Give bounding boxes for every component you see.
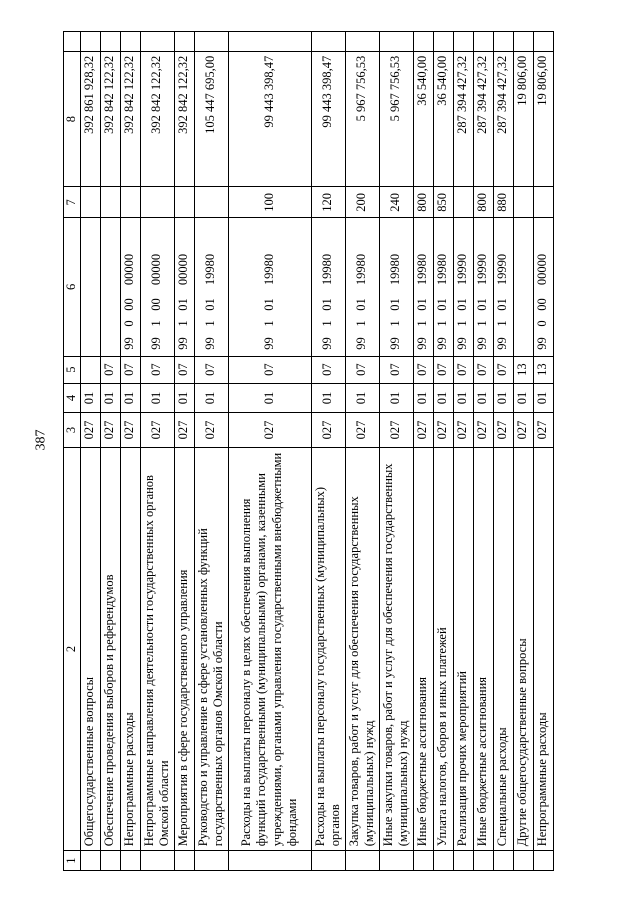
section-code-cell: 01 [194,383,228,413]
subsection-code-cell: 07 [194,356,228,383]
amount-cell: 99 443 398,47 [228,51,311,187]
subsection-code-cell: 07 [433,356,453,383]
ministry-code-cell: 027 [473,413,493,448]
target-article-cell [473,218,493,356]
target-article-parts [475,218,491,355]
target-article-part: 01 [475,298,490,311]
amount-cell: 99 443 398,47 [311,51,345,187]
row-name-cell: Специальные расходы [493,447,513,850]
section-code-cell: 01 [228,383,311,413]
target-article-parts [203,218,219,355]
row-name-cell: Непрограммные расходы [120,447,140,850]
target-article-cell [140,218,174,356]
ministry-code-cell: 027 [413,413,433,448]
target-article-part: 99 [320,337,335,350]
trailing-empty-cell [533,32,553,52]
target-article-part: 01 [176,298,191,311]
amount-cell: 392 842 122,32 [100,51,120,187]
target-article-part: 00 [122,298,137,311]
target-article-cell [413,218,433,356]
trailing-empty-cell [379,32,413,52]
table-row [120,32,140,871]
target-article-cell [120,218,140,356]
table-body [80,32,553,871]
target-article-parts [495,218,511,355]
target-article-part: 99 [122,337,137,350]
header-cell: 5 [64,356,81,383]
target-article-part: 00000 [149,253,164,286]
ministry-code-cell: 027 [453,413,473,448]
target-article-part: 00 [149,298,164,311]
target-article-part: 1 [149,320,164,327]
row-number-cell [473,851,493,871]
trailing-empty-cell [453,32,473,52]
row-name-cell: Иные бюджетные ассигнования [413,447,433,850]
subsection-code-cell [80,356,100,383]
section-code-cell: 01 [100,383,120,413]
expense-type-cell [80,187,100,218]
trailing-empty-cell [80,32,100,52]
subsection-code-cell: 07 [413,356,433,383]
header-cell: 4 [64,383,81,413]
section-code-cell: 01 [473,383,493,413]
expense-type-cell: 240 [379,187,413,218]
target-article-cell [80,218,100,356]
ministry-code-cell: 027 [513,413,533,448]
expense-type-cell: 800 [413,187,433,218]
target-article-parts [535,218,551,355]
expense-type-cell [120,187,140,218]
row-name-cell: Обеспечение проведения выборов и референдумов [100,447,120,850]
amount-cell: 287 394 427,32 [473,51,493,187]
target-article-part: 00000 [535,253,550,286]
table-row [379,32,413,871]
trailing-empty-cell [493,32,513,52]
header-cell: 6 [64,218,81,356]
target-article-parts [415,218,431,355]
trailing-empty-cell [174,32,194,52]
target-article-cell [513,218,533,356]
amount-cell: 19 806,00 [513,51,533,187]
target-article-part: 0 [535,320,550,327]
target-article-part: 99 [535,337,550,350]
target-article-part: 1 [435,320,450,327]
section-code-cell: 01 [453,383,473,413]
target-article-part: 1 [455,320,470,327]
table-header-row [64,32,81,871]
target-article-cell [533,218,553,356]
table-row [493,32,513,871]
ministry-code-cell: 027 [311,413,345,448]
target-article-cell [433,218,453,356]
section-code-cell: 01 [533,383,553,413]
subsection-code-cell: 07 [120,356,140,383]
target-article-part: 99 [415,337,430,350]
section-code-cell: 01 [174,383,194,413]
target-article-part: 19980 [203,253,218,286]
expense-type-cell [140,187,174,218]
target-article-part: 19980 [415,253,430,286]
subsection-code-cell: 07 [493,356,513,383]
target-article-part: 99 [354,337,369,350]
row-name-cell: Другие общегосударственные вопросы [513,447,533,850]
trailing-empty-cell [513,32,533,52]
header-cell: 7 [64,187,81,218]
ministry-code-cell: 027 [100,413,120,448]
row-name-cell: Закупка товаров, работ и услуг для обеспечения государственных (муниципальных) нужд [345,447,379,850]
target-article-part: 1 [203,320,218,327]
row-number-cell [194,851,228,871]
ministry-code-cell: 027 [80,413,100,448]
target-article-part: 19990 [455,253,470,286]
amount-cell: 287 394 427,32 [453,51,473,187]
section-code-cell: 01 [120,383,140,413]
trailing-empty-cell [311,32,345,52]
ministry-code-cell: 027 [228,413,311,448]
target-article-part: 01 [435,298,450,311]
expense-type-cell [453,187,473,218]
section-code-cell: 01 [345,383,379,413]
target-article-cell [453,218,473,356]
target-article-part: 00 [535,298,550,311]
subsection-code-cell: 07 [473,356,493,383]
header-cell: 8 [64,51,81,187]
row-name-cell: Иные бюджетные ассигнования [473,447,493,850]
target-article-part: 1 [176,320,191,327]
row-number-cell [379,851,413,871]
header-cell: 2 [64,447,81,850]
ministry-code-cell: 027 [345,413,379,448]
table-row [413,32,433,871]
trailing-empty-cell [473,32,493,52]
expense-type-cell: 800 [473,187,493,218]
expense-type-cell: 850 [433,187,453,218]
row-number-cell [120,851,140,871]
row-name-cell: Иные закупки товаров, работ и услуг для обеспечения государственных (муниципальных) нужд [379,447,413,850]
trailing-empty-cell [140,32,174,52]
target-article-part: 01 [320,298,335,311]
target-article-parts [435,218,451,355]
trailing-empty-cell [120,32,140,52]
target-article-part: 19980 [320,253,335,286]
table-row [533,32,553,871]
amount-cell: 392 842 122,32 [120,51,140,187]
target-article-part: 99 [388,337,403,350]
subsection-code-cell: 07 [345,356,379,383]
target-article-part: 01 [261,298,276,311]
section-code-cell: 01 [433,383,453,413]
table-row [140,32,174,871]
target-article-part: 99 [176,337,191,350]
trailing-empty-cell [194,32,228,52]
target-article-part: 99 [455,337,470,350]
ministry-code-cell: 027 [140,413,174,448]
trailing-empty-cell [345,32,379,52]
trailing-empty-cell [228,32,311,52]
target-article-part: 1 [388,320,403,327]
section-code-cell: 01 [379,383,413,413]
target-article-part: 01 [388,298,403,311]
expense-type-cell: 880 [493,187,513,218]
table-row [174,32,194,871]
target-article-part: 00000 [122,253,137,286]
row-number-cell [140,851,174,871]
expense-type-cell [174,187,194,218]
expense-type-cell [513,187,533,218]
row-name-cell: Общегосударственные вопросы [80,447,100,850]
expense-type-cell: 100 [228,187,311,218]
target-article-parts [149,218,165,355]
target-article-part: 99 [261,337,276,350]
expense-type-cell: 200 [345,187,379,218]
amount-cell: 5 967 756,53 [379,51,413,187]
target-article-part: 99 [203,337,218,350]
target-article-parts [388,218,404,355]
target-article-parts [262,218,278,355]
row-number-cell [433,851,453,871]
target-article-part: 99 [495,337,510,350]
section-code-cell: 01 [140,383,174,413]
subsection-code-cell: 07 [311,356,345,383]
target-article-part: 00000 [176,253,191,286]
table-row [100,32,120,871]
expense-type-cell [533,187,553,218]
target-article-part: 01 [203,298,218,311]
row-number-cell [80,851,100,871]
target-article-cell [379,218,413,356]
section-code-cell: 01 [80,383,100,413]
table-row [433,32,453,871]
section-code-cell: 01 [413,383,433,413]
amount-cell: 36 540,00 [413,51,433,187]
row-number-cell [100,851,120,871]
rotated-page [63,31,611,871]
header-cell: 3 [64,413,81,448]
amount-cell: 287 394 427,32 [493,51,513,187]
target-article-part: 1 [354,320,369,327]
table-row [453,32,473,871]
amount-cell: 19 806,00 [533,51,553,187]
amount-cell: 392 842 122,32 [174,51,194,187]
target-article-part: 19980 [261,253,276,286]
target-article-parts [455,218,471,355]
target-article-part: 19980 [388,253,403,286]
subsection-code-cell: 13 [513,356,533,383]
target-article-part: 99 [435,337,450,350]
subsection-code-cell: 07 [453,356,473,383]
row-number-cell [493,851,513,871]
row-number-cell [413,851,433,871]
ministry-code-cell: 027 [174,413,194,448]
amount-cell: 36 540,00 [433,51,453,187]
subsection-code-cell: 13 [533,356,553,383]
target-article-cell [493,218,513,356]
section-code-cell: 01 [311,383,345,413]
target-article-part: 99 [475,337,490,350]
target-article-parts [122,218,138,355]
subsection-code-cell: 07 [100,356,120,383]
target-article-part: 1 [495,320,510,327]
target-article-cell [194,218,228,356]
target-article-parts [320,218,336,355]
target-article-parts [176,218,192,355]
ministry-code-cell: 027 [433,413,453,448]
row-number-cell [174,851,194,871]
row-number-cell [533,851,553,871]
subsection-code-cell: 07 [379,356,413,383]
table-row [513,32,533,871]
ministry-code-cell: 027 [533,413,553,448]
table-row [80,32,100,871]
row-name-cell: Непрограммные направления деятельности государственных органов Омской области [140,447,174,850]
ministry-code-cell: 027 [379,413,413,448]
target-article-part: 99 [149,337,164,350]
table-row [194,32,228,871]
target-article-part: 1 [415,320,430,327]
target-article-part: 01 [354,298,369,311]
target-article-part: 0 [122,320,137,327]
table-row [311,32,345,871]
table-row [228,32,311,871]
row-name-cell: Уплата налогов, сборов и иных платежей [433,447,453,850]
target-article-cell [174,218,194,356]
row-number-cell [311,851,345,871]
ministry-code-cell: 027 [493,413,513,448]
target-article-part: 01 [495,298,510,311]
target-article-part: 1 [320,320,335,327]
trailing-empty-cell [64,32,81,52]
row-number-cell [345,851,379,871]
target-article-part: 1 [475,320,490,327]
row-number-cell [513,851,533,871]
target-article-cell [311,218,345,356]
ministry-code-cell: 027 [120,413,140,448]
row-number-cell [228,851,311,871]
subsection-code-cell: 07 [228,356,311,383]
row-name-cell: Расходы на выплаты персоналу в целях обеспечения выполнения функций государственными (муниципальными) органами, казенными учреждениями, органами управления государственными внебюджетными фондами [228,447,311,850]
row-number-cell [453,851,473,871]
budget-table [63,31,554,871]
trailing-empty-cell [413,32,433,52]
target-article-part: 1 [261,320,276,327]
subsection-code-cell: 07 [140,356,174,383]
row-name-cell: Руководство и управление в сфере установленных функций государственных органов Омской области [194,447,228,850]
target-article-cell [100,218,120,356]
amount-cell: 392 861 928,32 [80,51,100,187]
expense-type-cell: 120 [311,187,345,218]
target-article-part: 01 [455,298,470,311]
page-number: 387 [33,429,49,451]
target-article-part: 19980 [435,253,450,286]
table-row [345,32,379,871]
table-row [473,32,493,871]
subsection-code-cell: 07 [174,356,194,383]
target-article-cell [228,218,311,356]
target-article-cell [345,218,379,356]
row-name-cell: Расходы на выплаты персоналу государственных (муниципальных) органов [311,447,345,850]
trailing-empty-cell [433,32,453,52]
section-code-cell: 01 [513,383,533,413]
target-article-part: 01 [415,298,430,311]
trailing-empty-cell [100,32,120,52]
amount-cell: 105 447 695,00 [194,51,228,187]
amount-cell: 392 842 122,32 [140,51,174,187]
target-article-part: 19990 [495,253,510,286]
row-name-cell: Непрограммные расходы [533,447,553,850]
target-article-part: 19980 [354,253,369,286]
header-cell: 1 [64,851,81,871]
ministry-code-cell: 027 [194,413,228,448]
section-code-cell: 01 [493,383,513,413]
target-article-part: 19990 [475,253,490,286]
expense-type-cell [100,187,120,218]
amount-cell: 5 967 756,53 [345,51,379,187]
expense-type-cell [194,187,228,218]
row-name-cell: Реализация прочих мероприятий [453,447,473,850]
target-article-parts [354,218,370,355]
row-name-cell: Мероприятия в сфере государственного управления [174,447,194,850]
